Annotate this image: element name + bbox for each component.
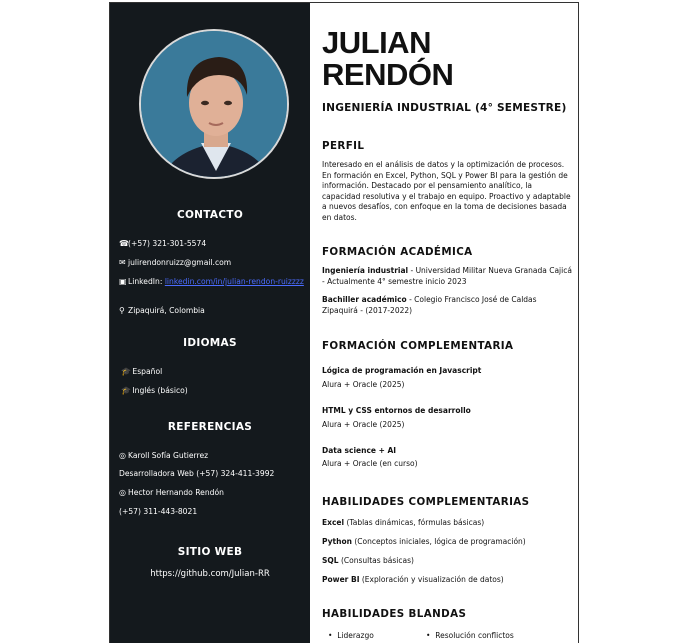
resume-page — [109, 2, 579, 643]
reference-1-detail: Desarrolladora Web (+57) 324-411-3992 — [119, 469, 275, 478]
reference-1-name: ◎ Karoll Sofía Gutierrez — [119, 451, 209, 460]
graduation-cap-icon: 🎓 — [121, 386, 131, 395]
candidate-title: INGENIERÍA INDUSTRIAL (4° SEMESTRE) — [322, 102, 567, 114]
whatsapp-icon: ◎ — [119, 488, 126, 497]
linkedin-icon: ▣ — [119, 277, 127, 286]
profile-text: Interesado en el análisis de datos y la optimización de procesos. En formación en Excel, Python, SQL y Power BI para la gestión de información. Destacado por el pensamiento analítico, la capacidad resolutiva y el trabajo en equipo. Proactivo y adaptable a nuevos desafíos, con enfoque en la toma de decisiones basada en datos. — [322, 160, 571, 222]
contact-location: ⚲ Zipaquirá, Colombia — [119, 306, 205, 315]
contact-linkedin[interactable]: ▣LinkedIn: linkedin.com/in/julian-rendon-ruizzzz — [119, 277, 304, 286]
education-heading: FORMACIÓN ACADÉMICA — [322, 246, 473, 258]
course-title: Lógica de programación en Javascript — [322, 366, 482, 375]
phone-icon: ☎ — [119, 239, 129, 248]
skill-item: Power BI (Exploración y visualización de datos) — [322, 575, 504, 584]
languages-heading: IDIOMAS — [183, 337, 237, 349]
contact-email[interactable]: ✉ julirendonruizz@gmail.com — [119, 258, 232, 267]
skill-item: Python (Conceptos iniciales, lógica de programación) — [322, 537, 526, 546]
website-heading: SITIO WEB — [177, 546, 243, 558]
email-icon: ✉ — [119, 258, 126, 267]
skill-item: SQL (Consultas básicas) — [322, 556, 414, 565]
location-pin-icon: ⚲ — [119, 306, 125, 315]
language-item: 🎓 Inglés (básico) — [121, 386, 188, 395]
reference-2-detail: (+57) 311-443-8021 — [119, 507, 198, 516]
whatsapp-icon: ◎ — [119, 451, 126, 460]
soft-skills-heading: HABILIDADES BLANDAS — [322, 608, 467, 620]
complementary-heading: FORMACIÓN COMPLEMENTARIA — [322, 340, 514, 352]
sidebar — [110, 3, 310, 643]
linkedin-link[interactable]: linkedin.com/in/julian-rendon-ruizzzz — [164, 277, 304, 286]
graduation-cap-icon: 🎓 — [121, 367, 131, 376]
course-detail: Alura + Oracle (en curso) — [322, 459, 418, 468]
portrait-image — [141, 31, 289, 179]
education-item: Bachiller académico - Colegio Francisco José de Caldas Zipaquirá - (2017-2022) — [322, 295, 537, 315]
skill-item: Excel (Tablas dinámicas, fórmulas básicas) — [322, 518, 485, 527]
course-detail: Alura + Oracle (2025) — [322, 380, 405, 389]
course-title: Data science + AI — [322, 446, 397, 455]
website-url[interactable]: https://github.com/Julian-RR — [150, 569, 270, 579]
skills-heading: HABILIDADES COMPLEMENTARIAS — [322, 496, 530, 508]
soft-skill-item: • Liderazgo — [328, 631, 374, 640]
profile-photo — [139, 29, 289, 179]
course-detail: Alura + Oracle (2025) — [322, 420, 405, 429]
references-heading: REFERENCIAS — [167, 421, 253, 433]
candidate-name: JULIAN RENDÓN — [322, 25, 454, 92]
education-item: Ingeniería industrial - Universidad Militar Nueva Granada Cajicá - Actualmente 4° semestre inicio 2023 — [322, 266, 572, 286]
language-item: 🎓 Español — [121, 367, 163, 376]
contact-heading: CONTACTO — [176, 209, 244, 221]
reference-2-name: ◎ Hector Hernando Rendón — [119, 488, 224, 497]
profile-heading: PERFIL — [322, 140, 365, 152]
contact-phone: ☎(+57) 321-301-5574 — [119, 239, 207, 248]
soft-skill-item: • Resolución conflictos — [426, 631, 514, 640]
course-title: HTML y CSS entornos de desarrollo — [322, 406, 471, 415]
